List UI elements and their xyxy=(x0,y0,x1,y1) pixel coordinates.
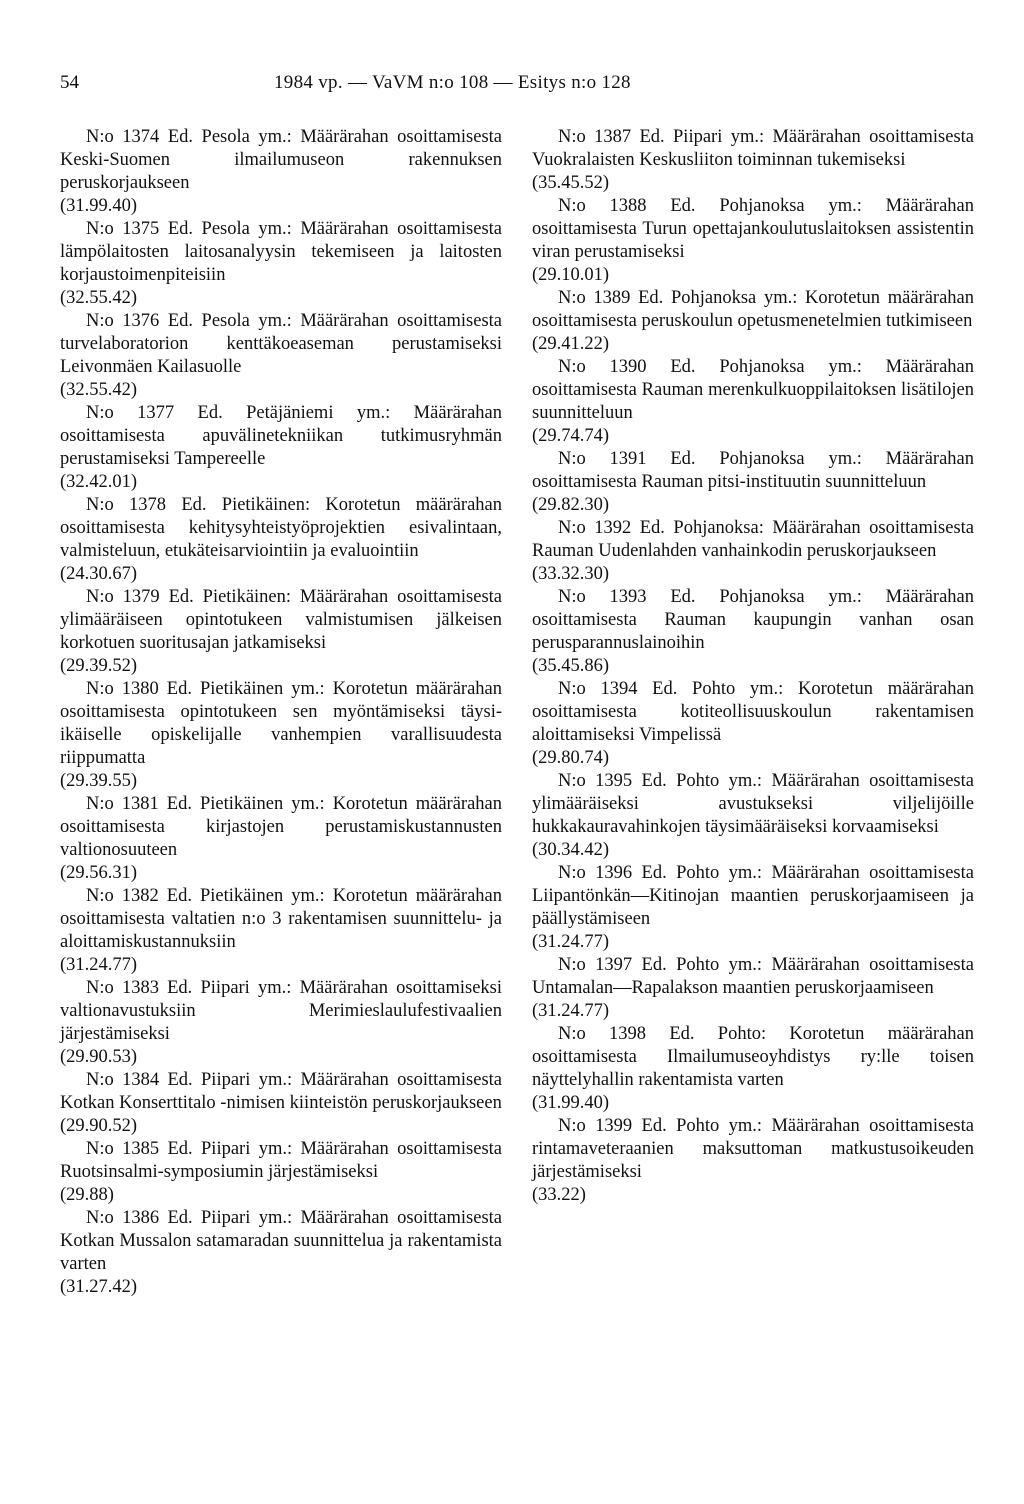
page-header xyxy=(60,72,960,102)
motion-text: N:o 1375 Ed. Pesola ym.: Määrärahan osoittamisesta lämpölaitosten laitosanalyysin tekemiseen ja laitosten korjaustoimenpiteisiin xyxy=(60,219,502,285)
motion-entry xyxy=(532,126,974,195)
motion-text: N:o 1392 Ed. Pohjanoksa: Määrärahan osoittamisesta Rauman Uudenlahden vanhainkodin peruskorjaukseen xyxy=(532,518,974,561)
budget-code: (29.39.52) xyxy=(60,656,138,676)
budget-code: (31.24.77) xyxy=(532,1001,610,1021)
running-title: 1984 vp. — VaVM n:o 108 — Esitys n:o 128 xyxy=(274,72,631,93)
motion-text: N:o 1381 Ed. Pietikäinen ym.: Korotetun määrärahan osoittamisesta kirjastojen perustamiskustannusten valtionosuuteen xyxy=(60,794,502,860)
motion-entry xyxy=(60,126,502,218)
budget-code: (31.27.42) xyxy=(60,1277,138,1297)
budget-code: (31.99.40) xyxy=(532,1093,610,1113)
motion-text: N:o 1382 Ed. Pietikäinen ym.: Korotetun määrärahan osoittamisesta valtatien n:o 3 rakentamisen suunnittelu- ja aloittamiskustannuksiin xyxy=(60,886,502,952)
motion-entry xyxy=(60,586,502,678)
motion-entry xyxy=(532,356,974,448)
motion-text: N:o 1397 Ed. Pohto ym.: Määrärahan osoittamisesta Untamalan—Rapalakson maantien peruskorjaamiseen xyxy=(532,955,974,998)
budget-code: (29.10.01) xyxy=(532,265,610,285)
motion-text: N:o 1398 Ed. Pohto: Korotetun määrärahan osoittamisesta Ilmailumuseoyhdistys ry:lle toisen näyttelyhallin rakentamista varten xyxy=(532,1024,974,1090)
budget-code: (35.45.86) xyxy=(532,656,610,676)
motion-text: N:o 1389 Ed. Pohjanoksa ym.: Korotetun määrärahan osoittamisesta peruskoulun opetusmenetelmien tutkimiseen xyxy=(532,288,974,331)
motion-text: N:o 1395 Ed. Pohto ym.: Määrärahan osoittamisesta ylimääräiseksi avustukseksi viljelijöille hukkakauravahinkojen täysimääräiseksi korvaamiseksi xyxy=(532,771,974,837)
budget-code: (24.30.67) xyxy=(60,564,138,584)
motion-entry xyxy=(60,402,502,494)
budget-code: (29.56.31) xyxy=(60,863,138,883)
motion-text: N:o 1390 Ed. Pohjanoksa ym.: Määrärahan osoittamisesta Rauman merenkulkuoppilaitoksen lisätilojen suunnitteluun xyxy=(532,357,974,423)
right-column xyxy=(532,126,974,1207)
budget-code: (32.55.42) xyxy=(60,380,138,400)
motion-text: N:o 1378 Ed. Pietikäinen: Korotetun määrärahan osoittamisesta kehitysyhteistyöprojektien esivalintaan, valmisteluun, etukäteisarviointiin ja evaluointiin xyxy=(60,495,502,561)
budget-code: (30.34.42) xyxy=(532,840,610,860)
motion-entry xyxy=(532,862,974,954)
motion-entry xyxy=(532,287,974,356)
motion-entry xyxy=(532,1115,974,1207)
motion-text: N:o 1385 Ed. Piipari ym.: Määrärahan osoittamisesta Ruotsinsalmi-symposiumin järjestämiseksi xyxy=(60,1139,502,1182)
motion-text: N:o 1391 Ed. Pohjanoksa ym.: Määrärahan osoittamisesta Rauman pitsi-instituutin suunnitteluun xyxy=(532,449,974,492)
motion-text: N:o 1388 Ed. Pohjanoksa ym.: Määrärahan osoittamisesta Turun opettajankoulutuslaitoksen assistentin viran perustamiseksi xyxy=(532,196,974,262)
motion-entry xyxy=(60,678,502,793)
motion-entry xyxy=(60,885,502,977)
budget-code: (29.80.74) xyxy=(532,748,610,768)
motion-text: N:o 1379 Ed. Pietikäinen: Määrärahan osoittamisesta ylimääräiseen opintotukeen valmistumisen jälkeisen korkotuen suoritusajan jatkamiseksi xyxy=(60,587,502,653)
motion-text: N:o 1374 Ed. Pesola ym.: Määrärahan osoittamisesta Keski-Suomen ilmailumuseon rakennuksen peruskorjaukseen xyxy=(60,127,502,193)
budget-code: (29.90.52) xyxy=(60,1116,138,1136)
motion-entry xyxy=(60,1069,502,1138)
budget-code: (35.45.52) xyxy=(532,173,610,193)
budget-code: (31.24.77) xyxy=(60,955,138,975)
budget-code: (32.55.42) xyxy=(60,288,138,308)
motion-entry xyxy=(60,793,502,885)
motion-entry xyxy=(60,218,502,310)
motion-text: N:o 1393 Ed. Pohjanoksa ym.: Määrärahan osoittamisesta Rauman kaupungin vanhan osan perusparannuslainoihin xyxy=(532,587,974,653)
left-column xyxy=(60,126,502,1299)
motion-entry xyxy=(532,770,974,862)
motion-entry xyxy=(60,977,502,1069)
budget-code: (29.88) xyxy=(60,1185,114,1205)
motion-entry xyxy=(532,678,974,770)
budget-code: (29.41.22) xyxy=(532,334,610,354)
budget-code: (33.22) xyxy=(532,1185,586,1205)
motion-text: N:o 1384 Ed. Piipari ym.: Määrärahan osoittamisesta Kotkan Konserttitalo -nimisen kiinteistön peruskorjaukseen xyxy=(60,1070,502,1113)
motion-text: N:o 1383 Ed. Piipari ym.: Määrärahan osoittamiseksi valtionavustuksiin Merimieslaulufestivaalien järjestämiseksi xyxy=(60,978,502,1044)
motion-entry xyxy=(60,1138,502,1207)
motion-entry xyxy=(532,517,974,586)
page-number: 54 xyxy=(60,72,79,93)
budget-code: (29.74.74) xyxy=(532,426,610,446)
budget-code: (32.42.01) xyxy=(60,472,138,492)
motion-text: N:o 1396 Ed. Pohto ym.: Määrärahan osoittamisesta Liipantönkän—Kitinojan maantien peruskorjaamiseen ja päällystämiseen xyxy=(532,863,974,929)
motion-text: N:o 1394 Ed. Pohto ym.: Korotetun määrärahan osoittamisesta kotiteollisuuskoulun rakentamisen aloittamiseksi Vimpelissä xyxy=(532,679,974,745)
budget-code: (33.32.30) xyxy=(532,564,610,584)
motion-text: N:o 1380 Ed. Pietikäinen ym.: Korotetun määrärahan osoittamisesta opintotukeen sen myöntämiseksi täysi-ikäiselle opiskelijalle vanhempien varallisuudesta riippumatta xyxy=(60,679,502,768)
motion-entry xyxy=(532,448,974,517)
motion-text: N:o 1377 Ed. Petäjäniemi ym.: Määrärahan osoittamisesta apuvälinetekniikan tutkimusryhmän perustamiseksi Tampereelle xyxy=(60,403,502,469)
motion-text: N:o 1399 Ed. Pohto ym.: Määrärahan osoittamisesta rintamaveteraanien maksuttoman matkustusoikeuden järjestämiseksi xyxy=(532,1116,974,1182)
motion-text: N:o 1376 Ed. Pesola ym.: Määrärahan osoittamisesta turvelaboratorion kenttäkoeaseman perustamiseksi Leivonmäen Kailasuolle xyxy=(60,311,502,377)
budget-code: (31.24.77) xyxy=(532,932,610,952)
motion-entry xyxy=(60,310,502,402)
budget-code: (29.82.30) xyxy=(532,495,610,515)
motion-entry xyxy=(60,1207,502,1299)
motion-entry xyxy=(532,954,974,1023)
motion-entry xyxy=(532,195,974,287)
budget-code: (29.90.53) xyxy=(60,1047,138,1067)
motion-entry xyxy=(532,586,974,678)
motion-entry xyxy=(60,494,502,586)
motion-text: N:o 1386 Ed. Piipari ym.: Määrärahan osoittamisesta Kotkan Mussalon satamaradan suunnittelua ja rakentamista varten xyxy=(60,1208,502,1274)
budget-code: (31.99.40) xyxy=(60,196,138,216)
motion-entry xyxy=(532,1023,974,1115)
budget-code: (29.39.55) xyxy=(60,771,138,791)
motion-text: N:o 1387 Ed. Piipari ym.: Määrärahan osoittamisesta Vuokralaisten Keskusliiton toiminnan tukemiseksi xyxy=(532,127,974,170)
